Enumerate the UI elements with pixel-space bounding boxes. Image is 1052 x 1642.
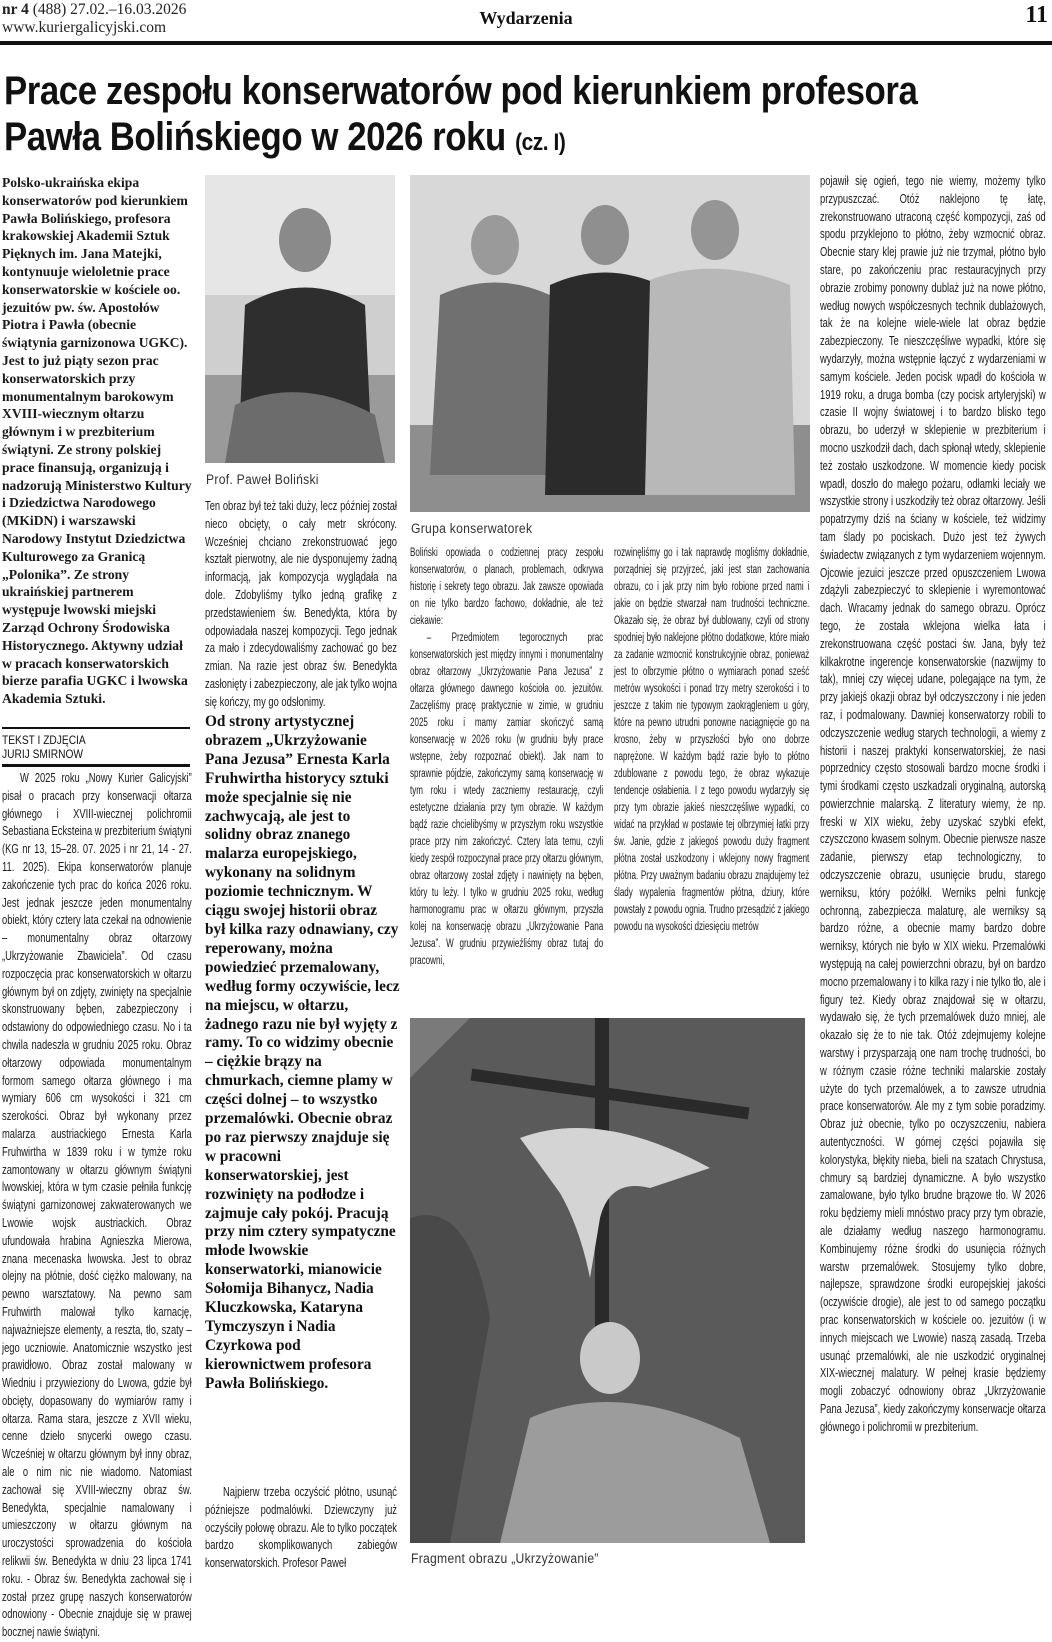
- title-part: (cz. I): [515, 129, 566, 156]
- column-5-body: [820, 173, 1046, 1437]
- article-title: [4, 68, 917, 166]
- credit-rule-top: [2, 727, 190, 729]
- title-line-2-text: Pawła Bolińskiego w 2026 roku: [4, 115, 506, 159]
- header-rule: [0, 41, 1052, 45]
- photo-group: [410, 175, 810, 512]
- paragraph: Ten obraz był też taki duży, lecz później został nieco obcięty, o cały metr skrócony. Wcześniej chciano zrekonstruować jego kształt pierwotny, ale nie dysponujemy żadną informacją, jak kompozycja wyglądała na dole. Zdobyliśmy tylko jedną grafikę z przedstawieniem św. Benedykta, która by odpowiadała naszej kompozycji. Tego jednak za mało i zdecydowaliśmy zachować go bez zmian. Na razie jest obraz św. Benedykta zasłonięty i zabezpieczony, ale jak tylko wojna się kończy, my go odsłonimy.: [205, 499, 397, 709]
- page-number: 11: [1025, 2, 1048, 28]
- title-line-1: Prace zespołu konserwatorów pod kierunkiem profesora: [4, 69, 918, 113]
- column-3-body: [410, 545, 603, 970]
- credit-author: JURIJ SMIRNOW: [2, 747, 84, 761]
- author-credit: [2, 733, 164, 761]
- website: www.kuriergalicyjski.com: [2, 19, 167, 36]
- photo-caption-professor: Prof. Paweł Boliński: [206, 472, 319, 487]
- photo-painting-fragment: [410, 1018, 805, 1543]
- credit-label: TEKST I ZDJĘCIA: [2, 733, 86, 747]
- paragraph: rozwinęliśmy go i tak naprawdę mogliśmy dokładnie, porządniej się przyjrzeć, jaki jest stan zachowania obrazu, co i jak przy nim było robione przed nami i jakie on będzie stwarzał nam trudności techniczne. Okazało się, że obraz był dublowany, czyli od strony spodniej było naklejone płótno dodatkowe, które miało za zadanie wzmocnić konstrukcyjnie obraz, ponieważ jest to olbrzymie płótno o wymiarach ponad sześć metrów wysokości i ponad trzy metry szerokości i to jeszcze z takim nie typowym zaokrągleniem u góry, które na pewno utrudni ponowne naciągnięcie go na krosno, żeby w przyszłości było ono dobrze naprężone. W każdym bądź razie było to płótno zdublowane z powodu tego, że obraz wykazuje tendencje osłabienia. I z tego powodu wydarzyły się przy tym obrazie jakieś nieszczęśliwe wypadki, co widać na przykład w postawie tej olbrzymiej łatki przy św. Janie, gdzie z jakiegoś powodu duży fragment płótna został uszkodzony i wklejony nowy fragment płótna. Przy uważnym badaniu obrazu znajdujemy też ślady wypalenia fragmentów płótna, dziury, które powstały z powodu ognia. Trudno przesądzić z jakiego powodu na wysokości dziesięciu metrów: [614, 547, 810, 933]
- column-2-body-bottom: [205, 1484, 397, 1573]
- issue-dates: (488) 27.02.–16.03.2026: [32, 1, 187, 18]
- paragraph: Boliński opowiada o codziennej pracy zespołu konserwatorów, o planach, problemach, odkrywa historię i sekrety tego obrazu. Jak zawsze opowiada on nie tylko bardzo fachowo, dokładnie, ale też ciekawie:: [410, 547, 604, 627]
- article-lead: Polsko-ukraińska ekipa konserwatorów pod kierunkiem Pawła Bolińskiego, profesora krakowskiej Akademii Sztuk Pięknych im. Jana Matejki, kontynuuje wieloletnie prace konserwatorskie w kościele oo. jezuitów pw. św. Apostołów Piotra i Pawła (obecnie świątynia garnizonowa UGKC). Jest to już piąty sezon prac konserwatorskich przy monumentalnym barokowym XVIII-wiecznym ołtarzu głównym i w prezbiterium świątyni. Ze strony polskiej prace finansują, organizują i nadzorują Ministerstwo Kultury i Dziedzictwa Narodowego (MKiDN) i warszawski Narodowy Instytut Dziedzictwa Kulturowego za Granicą „Polonika”. Ze strony ukraińskiej partnerem występuje lwowski miejski Zarząd Ochrony Środowiska Historycznego. Aktywny udział w pracach konserwatorskich bierze parafia UGKC i lwowska Akademia Sztuki.: [2, 175, 192, 707]
- section-name: Wydarzenia: [479, 8, 573, 28]
- paragraph: W 2025 roku „Nowy Kurier Galicyjski” pisał o pracach przy konserwacji ołtarza głównego i XVIII-wiecznej polichromii Sebastiana Ecksteina w prezbiterium świątyni (KG nr 13, 15–28. 07. 2025 i nr 21, 14 - 27. 11. 2025). Ekipa konserwatorów planuje zakończenie tych prac do końca 2026 roku. Jest jednak jeszcze jeden monumentalny obiekt, który cztery lata czekał na odnowienie – monumentalny obraz ołtarzowy „Ukrzyżowanie Zbawiciela”. Od czasu rozpoczęcia prac konserwatorskich w ołtarzu głównym był on zdjęty, zwinięty na specjalnie skonstruowany bęben, zabezpieczony i odstawiony do odpowiedniego czasu. No i ta chwila nadeszła w grudniu 2025 roku. Obraz ołtarzowy odpowiada monumentalnym formom samego ołtarza głównego i ma wymiary 606 cm wysokości i 321 cm szerokości. Obraz był wykonany przez malarza austriackiego Ernesta Karla Fruhwirtha w 1839 roku i w tymże roku zamontowany w ołtarzu głównym świątyni lwowskiej, która w tym czasie pełniła funkcję świątyni garnizonowej zakwaterowanych we Lwowie wojsk austriackich. Obraz ufundowała hrabina Agnieszka Mierowa, znana mecenaska lwowska. Jest to obraz olejny na płótnie, dość ciężko malowany, na pewno warsztatowy. Na pewno sam Fruhwirth malował tylko karnację, najważniejsze elementy, a reszta, tło, szaty – jego uczniowie. Anatomicznie wszystko jest prawidłowo. Obraz został malowany w Wiedniu i przywieziony do Lwowa, gdzie był obcięty, dopasowany do wymiarów ramy i ołtarza. Rama stara, jeszcze z XVII wieku, cenne dzieło snycerki owego czasu. Wcześniej w ołtarzu głównym był inny obraz, ale o nim nic nie wiadomo. Natomiast zachował się XVIII-wieczny obraz św. Benedykta, specjalnie namalowany i umieszczony w ołtarzu głównym na uroczystości sprowadzenia do kościoła relikwii św. Benedykta w dniu 23 lipca 1741 roku. - Obraz św. Benedykta zachował się i został przez grupę naszych konserwatorów odnowiony - Obecnie znajduje się w prawej bocznej nawie świątyni.: [2, 771, 192, 1640]
- photo-professor: [205, 175, 395, 463]
- photo-caption-group: Grupa konserwatorek: [411, 521, 533, 536]
- column-2-body-top: [205, 498, 397, 712]
- pull-quote: Od strony artystycznej obrazem „Ukrzyżowanie Pana Jezusa” Ernesta Karla Fruhwirtha historycy sztuki może specjalnie się nie zachwycają, ale jest to solidny obraz znanego malarza europejskiego, wykonany na solidnym poziomie technicznym. W ciągu swojej historii obraz był kilka razy odnawiany, czy reperowany, można powiedzieć przemalowany, według formy oczywiście, lecz na miejscu, w ołtarzu, żadnego razu nie był wyjęty z ramy. To co widzimy obecnie – ciężkie brązy na chmurkach, ciemne plamy w części dolnej – to wszystko przemalówki. Obecnie obraz po raz pierwszy znajduje się w pracowni konserwatorskiej, jest rozwinięty na podłodze i zajmuje cały pokój. Pracują przy nim cztery sympatyczne młode lwowskie konserwatorki, mianowicie Sołomija Bihanycz, Nadia Kluczkowska, Kataryna Tymczyszyn i Nadia Czyrkowa pod kierownictwem profesora Pawła Bolińskiego.: [205, 713, 400, 1392]
- column-4-body: [614, 545, 809, 936]
- issue-number: nr 4: [2, 1, 29, 18]
- title-line-2: [4, 114, 917, 166]
- paragraph: pojawił się ogień, tego nie wiemy, możemy tylko przypuszczać. Otóż naklejono tę łatę, zrekonstruowano utraconą część kompozycji, zaś od spodu przyklejono to płótno, żeby wzmocnić obraz. Obecnie stary klej prawie już nie trzymał, płótno było stare, po zakończeniu prac restauracyjnych przy obrazie zrobimy ponowny dublaż już na nowe płótno, według nowych współczesnych technik dublażowych, tak że na kolejne wiele-wiele lat obraz będzie zabezpieczony. Te nieszczęśliwe wypadki, które się wydarzyły, można wstępnie łączyć z wydarzeniami w samym kościele. Jeden pocisk wpadł do kościoła w 1919 roku, a druga bomba (czy pocisk artyleryjski) w czasie II wojny światowej i to bardzo blisko tego obrazu, bo uderzył w sklepienie w prezbiterium i mocno uszkodził dach, dach spłonął wtedy, sklepienie też zostało uszkodzone. W momencie kiedy pocisk wpadł, doszło do małego pożaru, odłamki leciały we wszystkie strony i uszkodziły też obraz ołtarzowy. Jeśli popatrzymy dziś na ściany w kościele, też widzimy tam ślady po pociskach. Dużo jest też żywych świadectw związanych z tym wydarzeniem wojennym. Ojcowie jezuici jeszcze przed opuszczeniem Lwowa zdążyli zabezpieczyć to sklepienie i wyremontować dach. Wracamy jednak do samego obrazu. Oprócz tego, że została wklejona wielka łata i zrekonstruowana część postaci św. Jana, były też kilkakrotne ingerencje konserwatorskie (nazwijmy to tak), mniej czy więcej udane, polegające na tym, że przy jakiejś okazji obraz był odczyszczony i nie jeden raz, i podmalowany. Dawniej konserwatorzy robili to odczyszczenie według starych technologii, a wiemy z historii i naszej praktyki konserwatorskiej, że nasi poprzednicy często stosowali bardzo mocne środki i tymi środkami często uszkadzali oryginalną, autorską powierzchnie malarską. Z literatury wiemy, że np. freski w XIX wieku, żeby uzyskać szybki efekt, czyszczono kwasem solnym. Obecnie pierwsze nasze zadanie, pierwszy etap technologiczny, to odczyszczenie obrazu, usunięcie brudu, starego werniksu, który pożółkł. Werniks pełni funkcję ochronną, zabezpiecza malaturę, ale werniksy są bardzo różne, a obecnie mamy bardzo dobre werniksy, których nie było w XIX wieku. Przemalówki występują na całej powierzchni obrazu, był on bardzo mocno przemalowany i to kilka razy i nie tylko tło, ale i figury też. Kiedy obraz znajdował się w ołtarzu, wydawało się, że tych przemalówek dużo mniej, ale okazało się że to nie tak. Otóż zdejmujemy kolejne warstwy i przysparzają one nam trochę trudności, bo w różnym czasie różne techniki malarskie zostały użyte do tych przemalówek, a to zawsze utrudnia prace konserwatorów. Ale my z tym sobie poradzimy. Obraz już obecnie, tylko po oczyszczeniu, nabiera autentyczności. W górnej części pojawiła się kolorystyka, błękity nieba, bieli na szatach Chrystusa, chmury są bardziej dynamiczne. A było wszystko zamalowane, było tylko brudne brązowe tło. W 2026 roku będziemy mieli mnóstwo pracy przy tym obrazie, ale działamy według naszego harmonogramu. Kombinujemy różne środki do usunięcia różnych warstw przemalówek. Stosujemy tylko dobre, najlepsze, sprawdzone środki europejskiej jakości (oczywiście drogie), ale jest to od samego początku prac konserwatorskich w kościele oo. jezuitów (i w innych miejscach we Lwowie) naszą zasadą. Trzeba usunąć przemalówki, ale nie uszkodzić oryginalnej XIX-wiecznej malatury. W pełnej krasie będziemy mogli zobaczyć odnowiony obraz „Ukrzyżowanie Pana Jezusa”, kiedy zakończymy konserwacje ołtarza głównego i polichromii w prezbiterium.: [820, 174, 1046, 1434]
- paragraph: – Przedmiotem tegorocznych prac konserwatorskich jest między innymi i monumentalny obraz ołtarzowy „Ukrzyżowanie Pana Jezusa” z ołtarza głównego dawnego kościoła oo. jezuitów. Zaczęliśmy pracę praktycznie w zimie, w grudniu 2025 roku i mamy zamiar skończyć samą konserwację w 2026 roku (w grudniu były prace wstępne, żeby rozpoznać obiekt). Jak nam to sprawnie pójdzie, zakończymy samą konserwację w tym roku i wtedy zaczniemy restaurację, czyli estetyczne działania przy tym obrazie. W każdym bądź razie chcielibyśmy w przyszłym roku wszystkie prace przy nim zakończyć. Cztery lata temu, czyli kiedy zespół rozpoczynał prace przy ołtarzu głównym, obraz ołtarzowy został zdjęty i nawinięty na bęben, który tu leży. I tylko w grudniu 2025 roku, według harmonogramu prac w ołtarzu głównym, przyszła kolej na konserwację obrazu „Ukrzyżowanie Pana Jezusa”. W grudniu przywieźliśmy obraz tutaj do pracowni,: [410, 632, 604, 967]
- column-1-body: [2, 770, 192, 1642]
- paragraph: Najpierw trzeba oczyścić płótno, usunąć późniejsze podmalówki. Dziewczyny już oczyściły połowę obrazu. Ale to tylko początek bardzo skomplikowanych zabiegów konserwatorskich. Profesor Paweł: [205, 1485, 397, 1571]
- credit-rule-bottom: [2, 764, 190, 767]
- photo-caption-painting: Fragment obrazu „Ukrzyżowanie”: [411, 1551, 599, 1566]
